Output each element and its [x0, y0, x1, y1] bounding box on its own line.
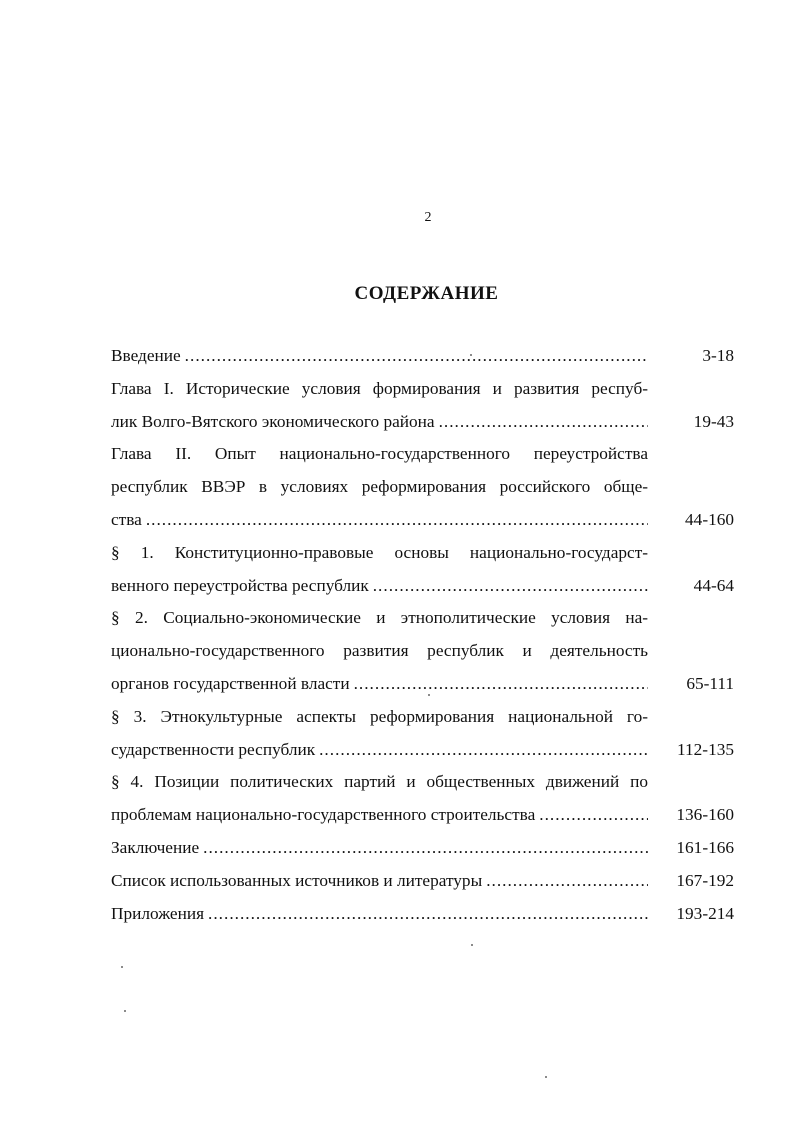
toc-entry-text: Приложения — [111, 903, 205, 923]
toc-entry-text: § 2. Социально-экономические и этнополитические условия на- — [111, 608, 648, 628]
toc-entry-text: § 3. Этнокультурные аспекты реформирования национальной го- — [111, 706, 648, 726]
toc-entry-text: проблемам национально-государственного строительства — [111, 805, 536, 825]
toc-entry-pages: 3-18 — [702, 346, 734, 365]
toc-entry-text: Глава II. Опыт национально-государственного переустройства — [111, 444, 648, 464]
toc-entry-text: лик Волго-Вятского экономического района — [111, 411, 435, 431]
dot-leader — [204, 898, 648, 931]
toc-entry-section-2 — [111, 602, 734, 700]
dot-leader — [535, 799, 648, 832]
dot-leader — [350, 668, 648, 701]
toc-entry-chapter-1 — [111, 373, 734, 439]
toc-entry-text: органов государственной власти — [111, 673, 350, 693]
dot-leader — [482, 865, 648, 898]
toc-entry-pages: 112-135 — [677, 739, 734, 759]
toc-entry-pages: 44-160 — [685, 509, 734, 529]
dot-leader — [142, 504, 648, 537]
toc-entry-pages: 44-64 — [693, 575, 734, 595]
toc-entry-pages: 136-160 — [676, 805, 734, 825]
toc-entry-appendices — [111, 898, 734, 931]
toc-entry-pages: 161-166 — [676, 837, 734, 857]
scan-speck — [121, 966, 123, 968]
toc-entry-text: республик ВВЭР в условиях реформирования российского обще- — [111, 477, 648, 497]
page-number: 2 — [424, 210, 432, 225]
toc-entry-pages: 65-111 — [686, 673, 734, 693]
dot-leader — [369, 570, 648, 603]
scan-speck — [471, 944, 473, 946]
scan-speck — [124, 1010, 126, 1012]
scan-speck — [545, 1076, 547, 1078]
dot-leader — [315, 734, 648, 767]
toc-entry-text: сударственности республик — [111, 739, 316, 759]
page-title: СОДЕРЖАНИЕ — [354, 283, 499, 304]
toc-entry-pages: 19-43 — [693, 411, 734, 431]
toc-entry-text: Введение — [111, 346, 181, 365]
toc-entry-text: Глава I. Исторические условия формирования и развития респуб- — [111, 378, 648, 398]
toc-entry-text: § 4. Позиции политических партий и общественных движений по — [111, 772, 648, 792]
toc-entry-section-3 — [111, 701, 734, 767]
table-of-contents — [111, 340, 734, 930]
toc-entry-chapter-2 — [111, 438, 734, 536]
toc-entry-text: Список использованных источников и литературы — [111, 870, 483, 890]
toc-entry-text: ства — [111, 509, 142, 529]
dot-leader — [181, 340, 648, 373]
scan-speck — [470, 354, 472, 356]
toc-entry-text: венного переустройства республик — [111, 575, 369, 595]
toc-entry-section-1 — [111, 537, 734, 603]
toc-entry-text: Заключение — [111, 837, 200, 857]
toc-entry-introduction — [111, 340, 734, 373]
toc-entry-text: ционально-государственного развития республик и деятельность — [111, 641, 648, 661]
toc-entry-conclusion — [111, 832, 734, 865]
toc-entry-section-4 — [111, 766, 734, 832]
toc-entry-text: § 1. Конституционно-правовые основы национально-государст- — [111, 542, 648, 562]
dot-leader — [435, 406, 648, 439]
dot-leader — [199, 832, 648, 865]
toc-entry-pages: 167-192 — [676, 870, 734, 890]
scan-speck — [428, 694, 430, 696]
toc-entry-bibliography — [111, 865, 734, 898]
toc-entry-pages: 193-214 — [676, 903, 734, 923]
